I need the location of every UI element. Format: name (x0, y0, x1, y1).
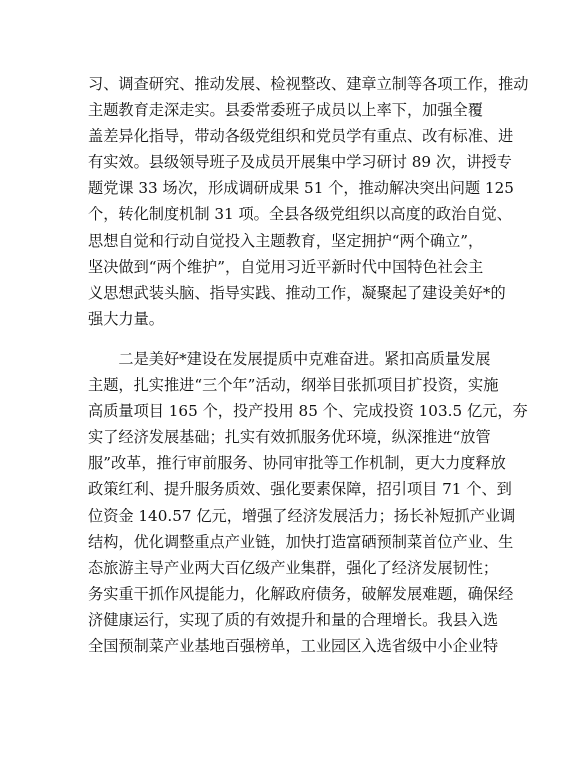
text-line: 态旅游主导产业两大百亿级产业集群，强化了经济发展韧性； (88, 558, 499, 577)
text-line: 服”改革，推行审前服务、协同审批等工作机制，更大力度释放 (88, 454, 506, 473)
text-line: 有实效。县级领导班子及成员开展集中学习研讨 89 次，讲授专 (88, 153, 512, 172)
text-line: 务实重干抓作风提能力，化解政府债务，破解发展难题，确保经 (88, 584, 514, 603)
paragraph-1 (88, 71, 529, 332)
text-line: 盖差异化指导，带动各级党组织和党员学有重点、改有标准、进 (88, 127, 514, 146)
text-line: 坚决做到“两个维护”，自觉用习近平新时代中国特色社会主 (88, 257, 484, 276)
text-line: 政策红利、提升服务质效、强化要素保障，招引项目 71 个、到 (88, 480, 512, 499)
text-line: 实了经济发展基础；扎实有效抓服务优环境，纵深推进“放管 (88, 428, 491, 447)
text-line: 位资金 140.57 亿元，增强了经济发展活力；扬长补短抓产业调 (88, 506, 516, 525)
paragraph-2 (88, 346, 528, 659)
document-body (88, 71, 529, 659)
text-line: 结构，优化调整重点产业链，加快打造富硒预制菜首位产业、生 (88, 532, 514, 551)
paragraph-spacing (88, 332, 508, 346)
text-line: 强大力量。 (88, 309, 164, 328)
text-line: 全国预制菜产业基地百强榜单，工业园区入选省级中小企业特 (88, 636, 499, 655)
text-line: 高质量项目 165 个，投产投用 85 个、完成投资 103.5 亿元，夯 (88, 402, 528, 421)
text-line: 主题，扎实推进“三个年”活动，纲举目张抓项目扩投资，实施 (88, 376, 499, 395)
text-line: 习、调查研究、推动发展、检视整改、建章立制等各项工作，推动 (88, 75, 529, 93)
text-line: 个，转化制度机制 31 项。全县各级党组织以高度的政治自觉、 (88, 205, 512, 224)
text-line: 济健康运行，实现了质的有效提升和量的合理增长。我县入选 (88, 610, 499, 629)
text-line: 思想自觉和行动自觉投入主题教育，坚定拥护“两个确立”， (88, 231, 484, 250)
text-line: 主题教育走深走实。县委常委班子成员以上率下，加强全覆 (88, 101, 483, 120)
text-line: 义思想武装头脑、指导实践、推动工作，凝聚起了建设美好*的 (88, 283, 506, 302)
text-line: 二是美好*建设在发展提质中克难奋进。紧扣高质量发展 (88, 349, 491, 368)
text-line: 题党课 33 场次，形成调研成果 51 个，推动解决突出问题 125 (88, 179, 514, 198)
